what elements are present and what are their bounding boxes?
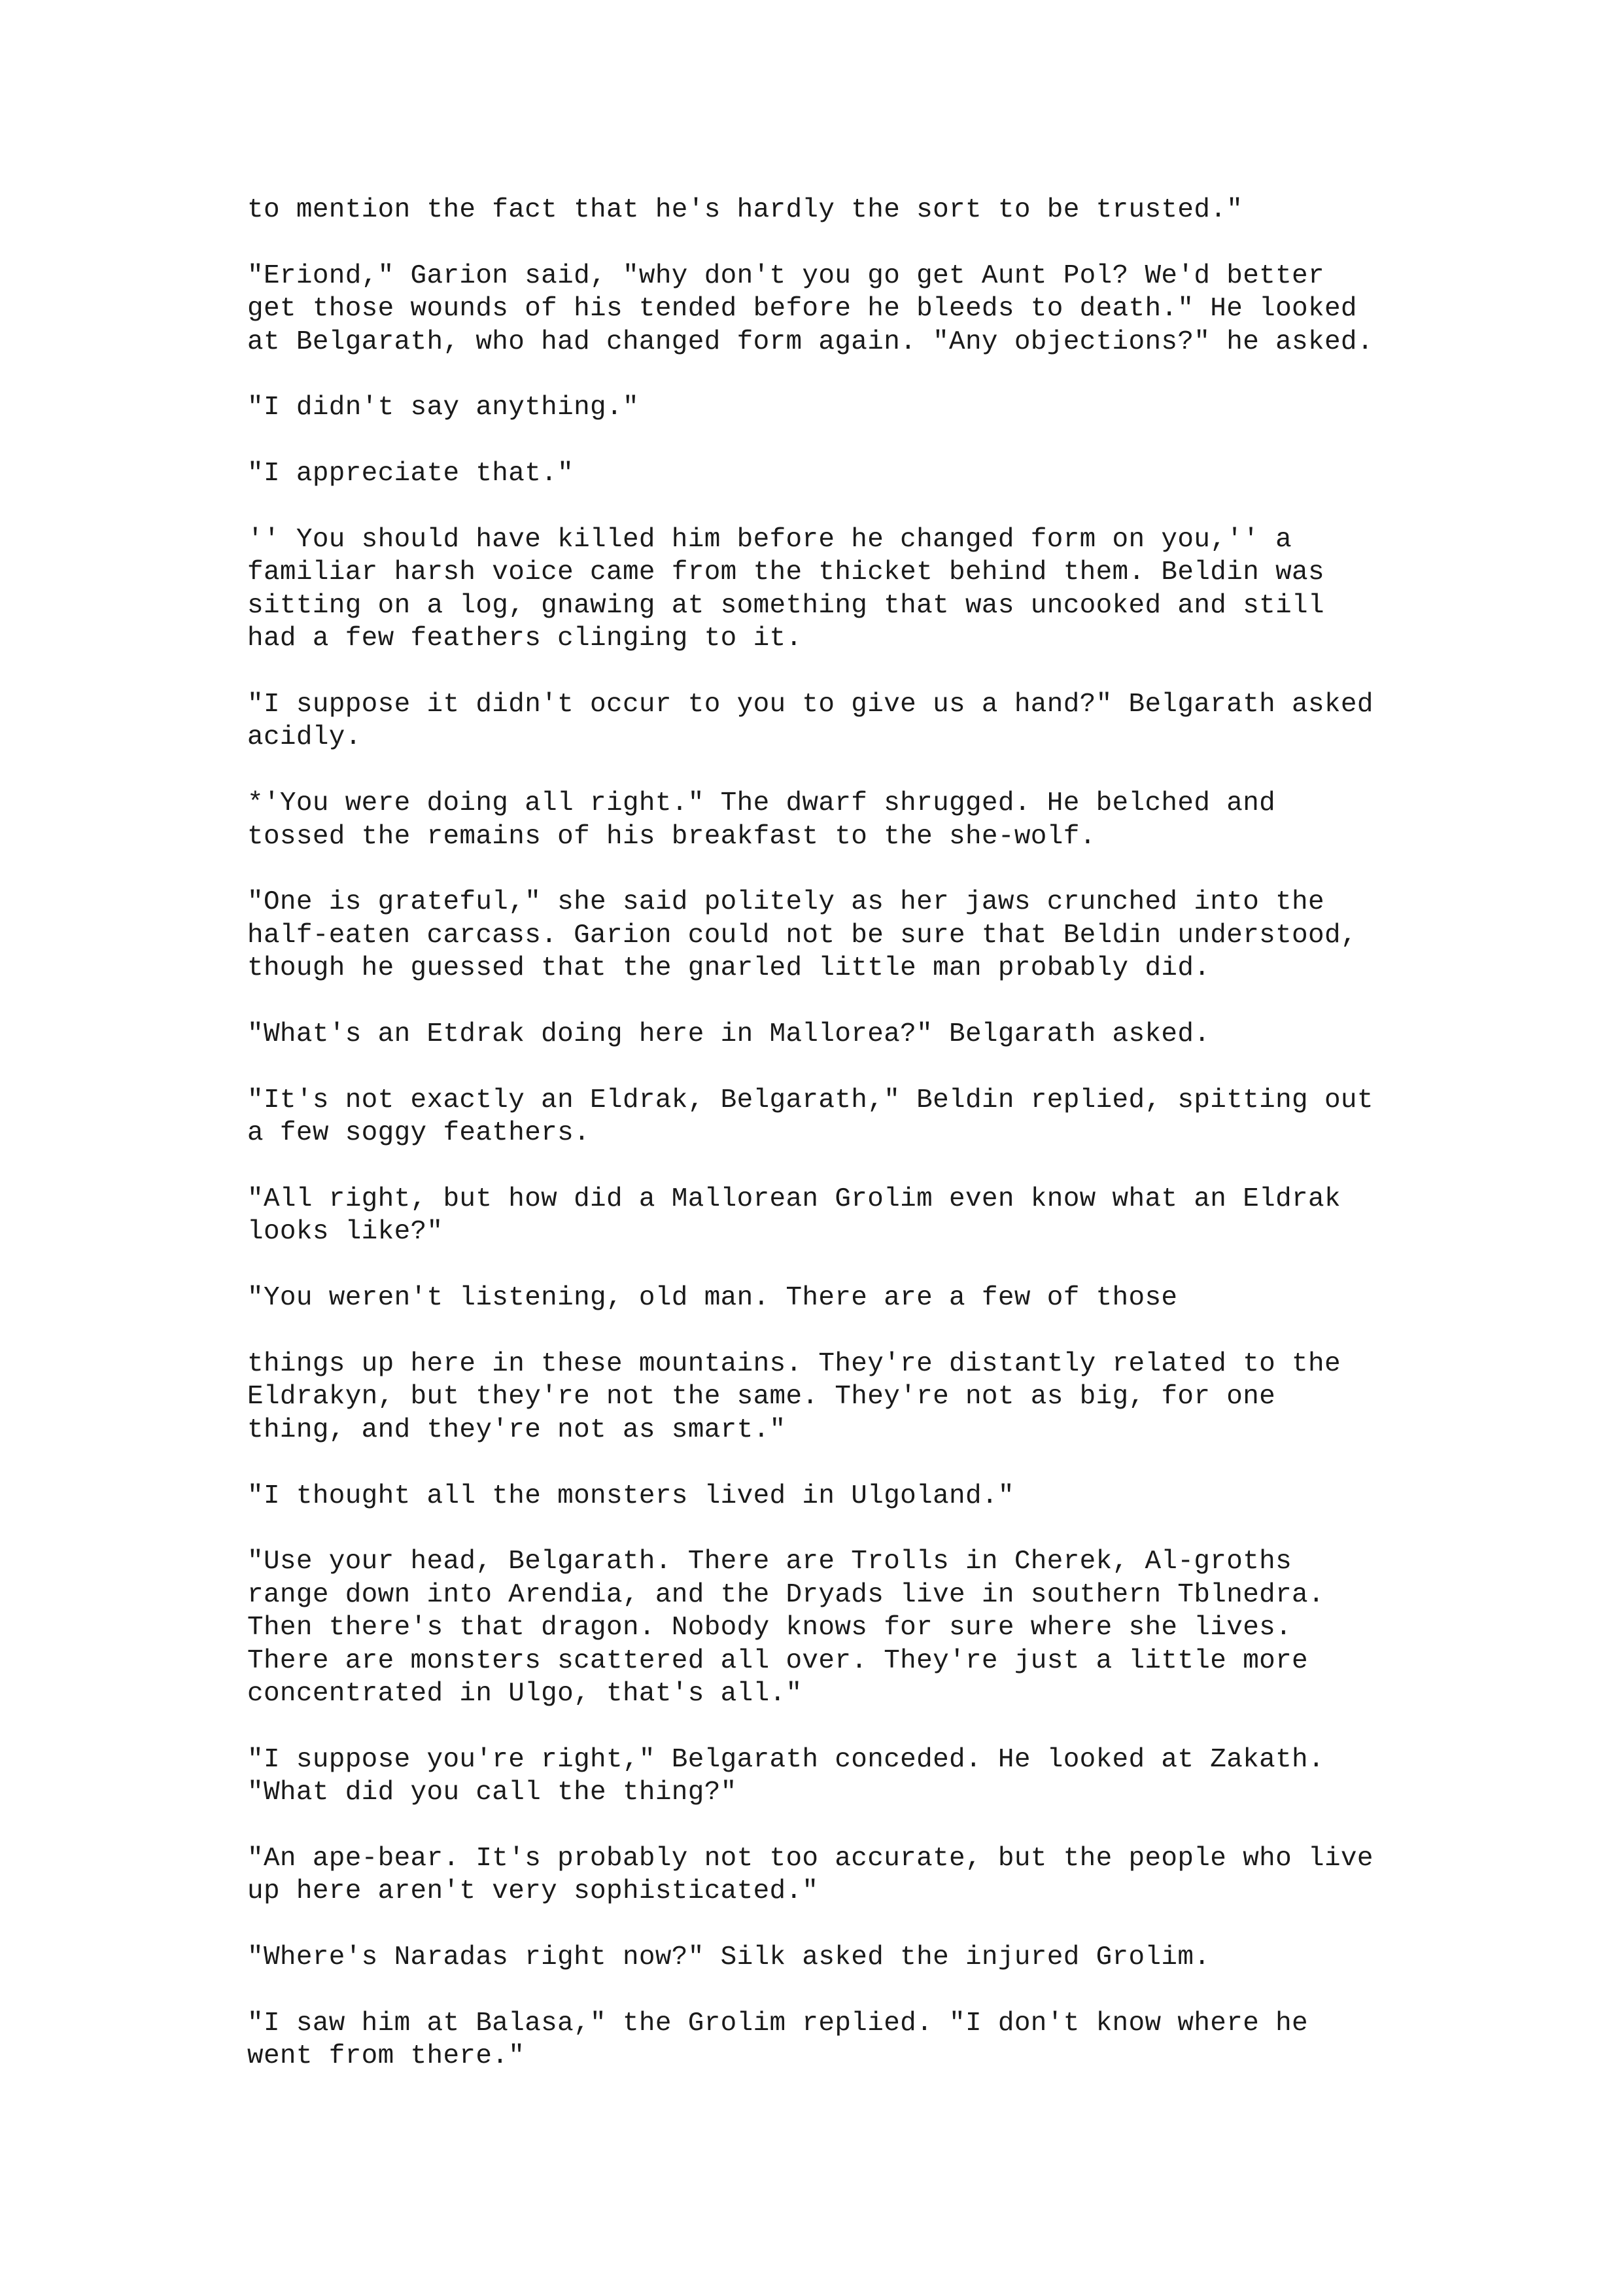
text-line: a few soggy feathers. xyxy=(247,1118,591,1149)
paragraph xyxy=(247,1183,1398,1249)
text-line: half-eaten carcass. Garion could not be sure that Beldin understood, xyxy=(247,920,1357,951)
text-line: though he guessed that the gnarled little man probably did. xyxy=(247,953,1211,984)
text-line: acidly. xyxy=(247,722,362,753)
text-line: "I suppose you're right," Belgarath conceded. He looked at Zakath. xyxy=(247,1744,1324,1775)
paragraph xyxy=(247,1941,1398,1974)
text-line: "I appreciate that." xyxy=(247,459,574,489)
text-line: "All right, but how did a Mallorean Grolim even know what an Eldrak xyxy=(247,1184,1341,1215)
paragraph xyxy=(247,523,1398,656)
text-line: looks like?" xyxy=(247,1217,443,1248)
text-line: "I thought all the monsters lived in Ulgoland." xyxy=(247,1480,1014,1511)
paragraph xyxy=(247,1743,1398,1810)
paragraph xyxy=(247,1084,1398,1150)
text-line: things up here in these mountains. They're distantly related to the xyxy=(247,1349,1341,1380)
text-line: "What did you call the thing?" xyxy=(247,1778,737,1808)
text-line: Then there's that dragon. Nobody knows for sure where she lives. xyxy=(247,1613,1292,1643)
text-line: "What's an Etdrak doing here in Mallorea?" Belgarath asked. xyxy=(247,1019,1211,1050)
paragraph xyxy=(247,688,1398,754)
text-line: Eldrakyn, but they're not the same. They're not as big, for one xyxy=(247,1382,1276,1412)
text-line: "You weren't listening, old man. There are a few of those xyxy=(247,1283,1178,1314)
text-line: up here aren't very sophisticated." xyxy=(247,1876,819,1907)
text-line: "Eriond," Garion said, "why don't you go get Aunt Pol? We'd better xyxy=(247,260,1324,291)
text-line: "An ape-bear. It's probably not too accurate, but the people who live xyxy=(247,1844,1373,1874)
paragraph xyxy=(247,1842,1398,1908)
paragraph xyxy=(247,194,1398,226)
paragraph xyxy=(247,1480,1398,1513)
text-line: concentrated in Ulgo, that's all." xyxy=(247,1679,803,1709)
body-text xyxy=(247,194,1398,2106)
text-line: "Use your head, Belgarath. There are Trolls in Cherek, Al-groths xyxy=(247,1547,1292,1577)
text-line: get those wounds of his tended before he bleeds to death." He looked xyxy=(247,294,1357,324)
paragraph xyxy=(247,886,1398,985)
text-line: had a few feathers clinging to it. xyxy=(247,623,803,654)
text-line: "I didn't say anything." xyxy=(247,393,639,423)
text-line: "It's not exactly an Eldrak, Belgarath," Beldin replied, spitting out xyxy=(247,1085,1373,1115)
paragraph xyxy=(247,457,1398,490)
paragraph xyxy=(247,260,1398,359)
text-line: There are monsters scattered all over. They're just a little more xyxy=(247,1645,1309,1676)
text-line: '' You should have killed him before he changed form on you,'' a xyxy=(247,525,1292,555)
text-line: went from there." xyxy=(247,2041,525,2072)
paragraph xyxy=(247,1282,1398,1314)
paragraph xyxy=(247,1348,1398,1446)
text-line: at Belgarath, who had changed form again. "Any objections?" he asked. xyxy=(247,326,1373,357)
paragraph xyxy=(247,787,1398,853)
text-line: thing, and they're not as smart." xyxy=(247,1414,786,1445)
text-line: sitting on a log, gnawing at something that was uncooked and still xyxy=(247,590,1324,621)
text-line: *'You were doing all right." The dwarf shrugged. He belched and xyxy=(247,788,1276,819)
paragraph xyxy=(247,391,1398,424)
paragraph xyxy=(247,1545,1398,1710)
paragraph xyxy=(247,1018,1398,1051)
text-line: "Where's Naradas right now?" Silk asked the injured Grolim. xyxy=(247,1942,1211,1973)
text-line: "I suppose it didn't occur to you to give us a hand?" Belgarath asked xyxy=(247,690,1373,720)
text-line: "I saw him at Balasa," the Grolim replied. "I don't know where he xyxy=(247,2008,1309,2039)
text-line: tossed the remains of his breakfast to the she-wolf. xyxy=(247,821,1096,852)
paragraph xyxy=(247,2007,1398,2073)
text-line: familiar harsh voice came from the thicket behind them. Beldin was xyxy=(247,557,1324,588)
text-line: range down into Arendia, and the Dryads live in southern Tblnedra. xyxy=(247,1579,1324,1610)
text-line: "One is grateful," she said politely as her jaws crunched into the xyxy=(247,887,1324,918)
text-line: to mention the fact that he's hardly the sort to be trusted." xyxy=(247,195,1243,225)
